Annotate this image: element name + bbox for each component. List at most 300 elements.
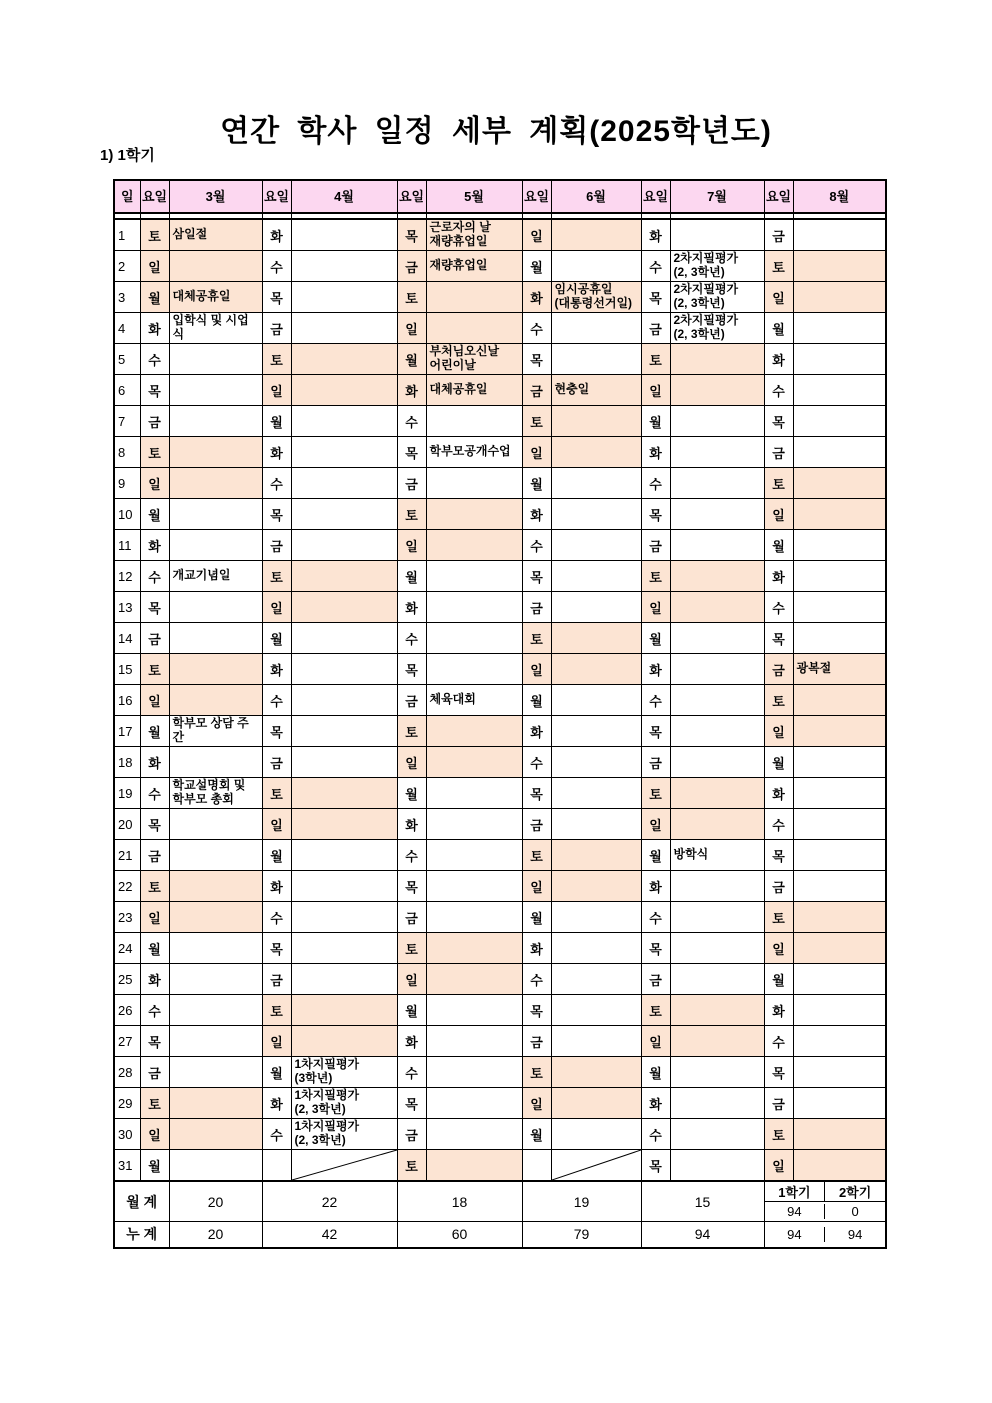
- weekday-cell: 월: [262, 1057, 291, 1088]
- month-header-april: 4월: [291, 180, 397, 213]
- event-cell: [670, 995, 764, 1026]
- day-number-cell: 17: [114, 716, 140, 747]
- event-cell: [169, 902, 262, 933]
- event-cell: [551, 840, 641, 871]
- weekday-cell: 화: [262, 871, 291, 902]
- event-cell: [670, 1057, 764, 1088]
- event-cell: [169, 499, 262, 530]
- weekday-cell: 목: [262, 933, 291, 964]
- event-cell: [291, 437, 397, 468]
- event-cell: [793, 375, 886, 406]
- day-number-cell: 25: [114, 964, 140, 995]
- event-cell: [426, 1057, 522, 1088]
- calendar-row: [114, 375, 886, 406]
- weekday-cell: 토: [764, 468, 793, 499]
- event-cell: [793, 251, 886, 282]
- calendar-row: [114, 561, 886, 592]
- weekday-cell: 수: [262, 251, 291, 282]
- weekday-cell: 화: [262, 219, 291, 251]
- event-cell: [169, 995, 262, 1026]
- event-cell: [426, 282, 522, 313]
- event-cell: [793, 219, 886, 251]
- weekday-cell: 월: [764, 313, 793, 344]
- calendar-row: [114, 1057, 886, 1088]
- weekday-cell: 수: [140, 344, 169, 375]
- month-header-july: 7월: [670, 180, 764, 213]
- weekday-cell: [522, 1150, 551, 1182]
- event-cell: [793, 902, 886, 933]
- event-cell: [169, 1026, 262, 1057]
- weekday-cell: 월: [522, 902, 551, 933]
- event-cell: [551, 499, 641, 530]
- day-number-cell: 19: [114, 778, 140, 809]
- calendar-row: [114, 468, 886, 499]
- day-number-cell: 14: [114, 623, 140, 654]
- event-cell: [169, 530, 262, 561]
- weekday-cell: 수: [641, 468, 670, 499]
- event-cell: 학부모공개수업: [426, 437, 522, 468]
- event-cell: [169, 375, 262, 406]
- event-cell: [551, 219, 641, 251]
- event-cell: [793, 1088, 886, 1119]
- event-cell: [169, 1150, 262, 1182]
- day-number-cell: 30: [114, 1119, 140, 1150]
- header-row: [114, 180, 886, 213]
- weekday-cell: 화: [140, 747, 169, 778]
- weekday-cell: 토: [262, 995, 291, 1026]
- weekday-cell: 화: [522, 282, 551, 313]
- event-cell: [169, 1119, 262, 1150]
- day-number-cell: 5: [114, 344, 140, 375]
- event-cell: [426, 468, 522, 499]
- weekday-cell: 목: [397, 219, 426, 251]
- event-cell: [670, 1026, 764, 1057]
- weekday-cell: 화: [641, 871, 670, 902]
- weekday-cell: 수: [522, 530, 551, 561]
- event-cell: [169, 871, 262, 902]
- event-cell: [169, 654, 262, 685]
- weekday-cell: 목: [397, 1088, 426, 1119]
- weekday-cell: 일: [764, 282, 793, 313]
- weekday-cell: [262, 1150, 291, 1182]
- weekday-cell: 월: [397, 778, 426, 809]
- calendar-row: [114, 840, 886, 871]
- event-cell: [551, 995, 641, 1026]
- event-cell: [426, 995, 522, 1026]
- event-cell: [426, 1119, 522, 1150]
- weekday-cell: 화: [140, 530, 169, 561]
- weekday-cell: 토: [641, 561, 670, 592]
- monthly-total-march: 20: [169, 1181, 262, 1222]
- event-cell: [670, 871, 764, 902]
- event-cell: [670, 1150, 764, 1182]
- event-cell: [169, 933, 262, 964]
- weekday-cell: 토: [262, 344, 291, 375]
- weekday-cell: 수: [522, 313, 551, 344]
- weekday-cell: 수: [522, 964, 551, 995]
- weekday-cell: 수: [262, 468, 291, 499]
- event-cell: [291, 933, 397, 964]
- event-cell: [670, 561, 764, 592]
- weekday-cell: 금: [764, 871, 793, 902]
- event-cell: [426, 530, 522, 561]
- event-cell: [551, 778, 641, 809]
- event-cell: [793, 871, 886, 902]
- day-number-cell: 28: [114, 1057, 140, 1088]
- calendar-row: [114, 1026, 886, 1057]
- weekday-cell: 금: [764, 219, 793, 251]
- weekday-cell: 화: [764, 561, 793, 592]
- monthly-total-july: 15: [641, 1181, 764, 1222]
- weekday-cell: 화: [140, 313, 169, 344]
- calendar-row: [114, 685, 886, 716]
- weekday-cell: 금: [641, 313, 670, 344]
- monthly-total-label: 월 계: [114, 1181, 169, 1222]
- day-number-cell: 21: [114, 840, 140, 871]
- weekday-cell: 일: [522, 1088, 551, 1119]
- event-cell: [551, 251, 641, 282]
- calendar-row: [114, 964, 886, 995]
- event-cell: [291, 716, 397, 747]
- weekday-cell: 일: [262, 375, 291, 406]
- weekday-cell: 화: [764, 344, 793, 375]
- weekday-cell: 목: [140, 1026, 169, 1057]
- weekday-cell: 금: [397, 251, 426, 282]
- weekday-cell: 일: [262, 1026, 291, 1057]
- weekday-cell: 금: [522, 809, 551, 840]
- event-cell: [291, 406, 397, 437]
- event-cell: [670, 623, 764, 654]
- event-cell: [426, 964, 522, 995]
- event-cell: 학교설명회 및 학부모 총회: [169, 778, 262, 809]
- cumulative-semester-2-total: 94: [824, 1227, 885, 1242]
- event-cell: [551, 592, 641, 623]
- event-cell: 대체공휴일: [426, 375, 522, 406]
- weekday-cell: 목: [262, 499, 291, 530]
- weekday-cell: 토: [140, 219, 169, 251]
- event-cell: 2차지필평가 (2, 3학년): [670, 282, 764, 313]
- event-cell: [291, 654, 397, 685]
- event-cell: 임시공휴일 (대통령선거일): [551, 282, 641, 313]
- event-cell: [291, 251, 397, 282]
- weekday-cell: 수: [397, 623, 426, 654]
- day-number-cell: 24: [114, 933, 140, 964]
- weekday-cell: 목: [140, 809, 169, 840]
- weekday-cell: 금: [140, 623, 169, 654]
- weekday-cell: 목: [764, 406, 793, 437]
- event-cell: [291, 1026, 397, 1057]
- weekday-column-header: 요일: [262, 180, 291, 213]
- semester-2-header: 2학기: [824, 1182, 885, 1201]
- event-cell: [670, 1119, 764, 1150]
- event-cell: [551, 1119, 641, 1150]
- event-cell: [793, 809, 886, 840]
- weekday-cell: 일: [262, 592, 291, 623]
- monthly-total-april: 22: [262, 1181, 397, 1222]
- day-number-cell: 29: [114, 1088, 140, 1119]
- weekday-cell: 토: [140, 1088, 169, 1119]
- weekday-cell: 목: [764, 623, 793, 654]
- calendar-row: [114, 592, 886, 623]
- weekday-cell: 목: [764, 1057, 793, 1088]
- weekday-cell: 수: [140, 561, 169, 592]
- event-cell: 광복절: [793, 654, 886, 685]
- weekday-cell: 화: [764, 778, 793, 809]
- weekday-cell: 금: [397, 468, 426, 499]
- weekday-column-header: 요일: [522, 180, 551, 213]
- weekday-cell: 토: [397, 1150, 426, 1182]
- event-cell: [670, 592, 764, 623]
- event-cell: [291, 995, 397, 1026]
- weekday-cell: 수: [397, 840, 426, 871]
- calendar-row: [114, 313, 886, 344]
- event-cell: [169, 468, 262, 499]
- event-cell: [291, 499, 397, 530]
- weekday-cell: 금: [641, 530, 670, 561]
- weekday-cell: 일: [140, 1119, 169, 1150]
- weekday-cell: 목: [641, 282, 670, 313]
- calendar-row: [114, 778, 886, 809]
- event-cell: [551, 313, 641, 344]
- calendar-row: [114, 219, 886, 251]
- weekday-cell: 목: [397, 437, 426, 468]
- weekday-cell: 월: [397, 561, 426, 592]
- event-cell: [793, 995, 886, 1026]
- weekday-cell: 월: [140, 499, 169, 530]
- event-cell: [169, 964, 262, 995]
- event-cell: [426, 1088, 522, 1119]
- calendar-row: [114, 530, 886, 561]
- monthly-total-june: 19: [522, 1181, 641, 1222]
- event-cell: [169, 747, 262, 778]
- weekday-cell: 금: [262, 530, 291, 561]
- semester-2-total: 0: [824, 1204, 885, 1219]
- day-number-cell: 6: [114, 375, 140, 406]
- weekday-cell: 토: [397, 282, 426, 313]
- weekday-cell: 토: [522, 1057, 551, 1088]
- month-header-march: 3월: [169, 180, 262, 213]
- event-cell: [551, 902, 641, 933]
- event-cell: [291, 778, 397, 809]
- weekday-cell: 금: [641, 964, 670, 995]
- day-number-cell: 27: [114, 1026, 140, 1057]
- weekday-cell: 일: [140, 685, 169, 716]
- weekday-cell: 수: [397, 406, 426, 437]
- event-cell: [793, 1150, 886, 1182]
- calendar-row: [114, 809, 886, 840]
- weekday-cell: 화: [641, 1088, 670, 1119]
- event-cell: 1차지필평가 (3학년): [291, 1057, 397, 1088]
- event-cell: [551, 406, 641, 437]
- weekday-cell: 금: [397, 685, 426, 716]
- weekday-cell: 화: [140, 964, 169, 995]
- event-cell: [793, 592, 886, 623]
- event-cell: [291, 964, 397, 995]
- event-cell: [793, 623, 886, 654]
- weekday-cell: 금: [764, 654, 793, 685]
- day-number-cell: 26: [114, 995, 140, 1026]
- weekday-cell: 월: [397, 344, 426, 375]
- weekday-cell: 월: [764, 964, 793, 995]
- calendar-row: [114, 1119, 886, 1150]
- event-cell: [551, 468, 641, 499]
- weekday-cell: 토: [522, 840, 551, 871]
- weekday-cell: 월: [522, 251, 551, 282]
- event-cell: 근로자의 날 재량휴업일: [426, 219, 522, 251]
- event-cell: [169, 437, 262, 468]
- event-cell: 체육대회: [426, 685, 522, 716]
- weekday-cell: 토: [262, 561, 291, 592]
- day-number-cell: 16: [114, 685, 140, 716]
- weekday-cell: 수: [764, 592, 793, 623]
- weekday-cell: 일: [140, 468, 169, 499]
- weekday-cell: 토: [397, 716, 426, 747]
- calendar-row: [114, 716, 886, 747]
- event-cell: [426, 840, 522, 871]
- calendar-row: [114, 623, 886, 654]
- weekday-cell: 일: [397, 964, 426, 995]
- event-cell: [169, 1057, 262, 1088]
- day-number-cell: 13: [114, 592, 140, 623]
- semester-1-total: 94: [787, 1204, 802, 1219]
- event-cell: [291, 747, 397, 778]
- weekday-cell: 금: [641, 747, 670, 778]
- weekday-cell: 목: [522, 995, 551, 1026]
- event-cell: [291, 282, 397, 313]
- weekday-cell: 일: [764, 933, 793, 964]
- event-cell: [793, 282, 886, 313]
- event-cell: [793, 716, 886, 747]
- event-cell: [426, 313, 522, 344]
- weekday-cell: 목: [397, 654, 426, 685]
- weekday-cell: 일: [397, 313, 426, 344]
- event-cell: [291, 375, 397, 406]
- weekday-cell: 수: [262, 902, 291, 933]
- event-cell: [793, 468, 886, 499]
- event-cell: [670, 654, 764, 685]
- event-cell: [670, 530, 764, 561]
- weekday-column-header: 요일: [397, 180, 426, 213]
- event-cell: [793, 344, 886, 375]
- event-cell: [169, 840, 262, 871]
- weekday-cell: 수: [764, 375, 793, 406]
- weekday-cell: 화: [262, 1088, 291, 1119]
- weekday-cell: 화: [522, 716, 551, 747]
- event-cell: [291, 219, 397, 251]
- weekday-cell: 화: [641, 219, 670, 251]
- event-cell: [426, 933, 522, 964]
- weekday-cell: 토: [397, 499, 426, 530]
- calendar-row: [114, 406, 886, 437]
- weekday-cell: 토: [522, 623, 551, 654]
- event-cell: [291, 313, 397, 344]
- cumulative-total-row: [114, 1222, 886, 1248]
- weekday-cell: 수: [764, 809, 793, 840]
- weekday-cell: 금: [140, 406, 169, 437]
- event-cell: 학부모 상담 주간: [169, 716, 262, 747]
- weekday-cell: 일: [140, 902, 169, 933]
- event-cell: [551, 964, 641, 995]
- weekday-cell: 금: [140, 1057, 169, 1088]
- event-cell: [793, 747, 886, 778]
- weekday-cell: 목: [522, 344, 551, 375]
- weekday-cell: 토: [641, 344, 670, 375]
- event-cell: 삼일절: [169, 219, 262, 251]
- weekday-cell: 토: [764, 251, 793, 282]
- cumulative-total-june: 79: [522, 1222, 641, 1248]
- weekday-cell: 수: [641, 251, 670, 282]
- weekday-cell: 월: [641, 406, 670, 437]
- weekday-cell: 목: [641, 716, 670, 747]
- weekday-cell: 토: [641, 778, 670, 809]
- event-cell: [551, 747, 641, 778]
- event-cell: [291, 623, 397, 654]
- weekday-cell: 일: [641, 375, 670, 406]
- month-header-may: 5월: [426, 180, 522, 213]
- event-cell: [551, 1057, 641, 1088]
- event-cell: [426, 1150, 522, 1182]
- event-cell: [291, 530, 397, 561]
- event-cell: [670, 809, 764, 840]
- event-cell: [426, 902, 522, 933]
- weekday-cell: 화: [397, 809, 426, 840]
- event-cell: [670, 468, 764, 499]
- event-cell: [426, 654, 522, 685]
- day-number-cell: 8: [114, 437, 140, 468]
- semester-1-header: 1학기: [778, 1185, 811, 1200]
- event-cell: [169, 685, 262, 716]
- weekday-cell: 금: [397, 902, 426, 933]
- event-cell: [291, 840, 397, 871]
- weekday-cell: 수: [397, 1057, 426, 1088]
- event-cell: [551, 623, 641, 654]
- weekday-cell: 수: [764, 1026, 793, 1057]
- weekday-cell: 화: [397, 1026, 426, 1057]
- calendar-body: [114, 213, 886, 1181]
- cumulative-total-may: 60: [397, 1222, 522, 1248]
- weekday-cell: 화: [397, 375, 426, 406]
- day-number-cell: 11: [114, 530, 140, 561]
- weekday-cell: 일: [641, 809, 670, 840]
- event-cell: [291, 1150, 397, 1182]
- event-cell: [793, 1057, 886, 1088]
- weekday-cell: 금: [397, 1119, 426, 1150]
- weekday-cell: 수: [140, 995, 169, 1026]
- weekday-cell: 화: [641, 437, 670, 468]
- cumulative-semester-1-total: 94: [787, 1226, 802, 1242]
- weekday-cell: 토: [764, 1119, 793, 1150]
- weekday-cell: 금: [140, 840, 169, 871]
- event-cell: 대체공휴일: [169, 282, 262, 313]
- event-cell: [169, 623, 262, 654]
- day-number-cell: 3: [114, 282, 140, 313]
- weekday-cell: 일: [397, 747, 426, 778]
- event-cell: [793, 933, 886, 964]
- weekday-column-header: 요일: [641, 180, 670, 213]
- cumulative-semester-cell: [764, 1222, 886, 1248]
- weekday-cell: 목: [397, 871, 426, 902]
- event-cell: [291, 685, 397, 716]
- event-cell: 입학식 및 시업식: [169, 313, 262, 344]
- weekday-cell: 일: [522, 437, 551, 468]
- weekday-cell: 금: [262, 964, 291, 995]
- event-cell: [551, 561, 641, 592]
- weekday-cell: 금: [522, 1026, 551, 1057]
- event-cell: [169, 406, 262, 437]
- weekday-cell: 일: [140, 251, 169, 282]
- weekday-cell: 월: [522, 468, 551, 499]
- calendar-row: [114, 1088, 886, 1119]
